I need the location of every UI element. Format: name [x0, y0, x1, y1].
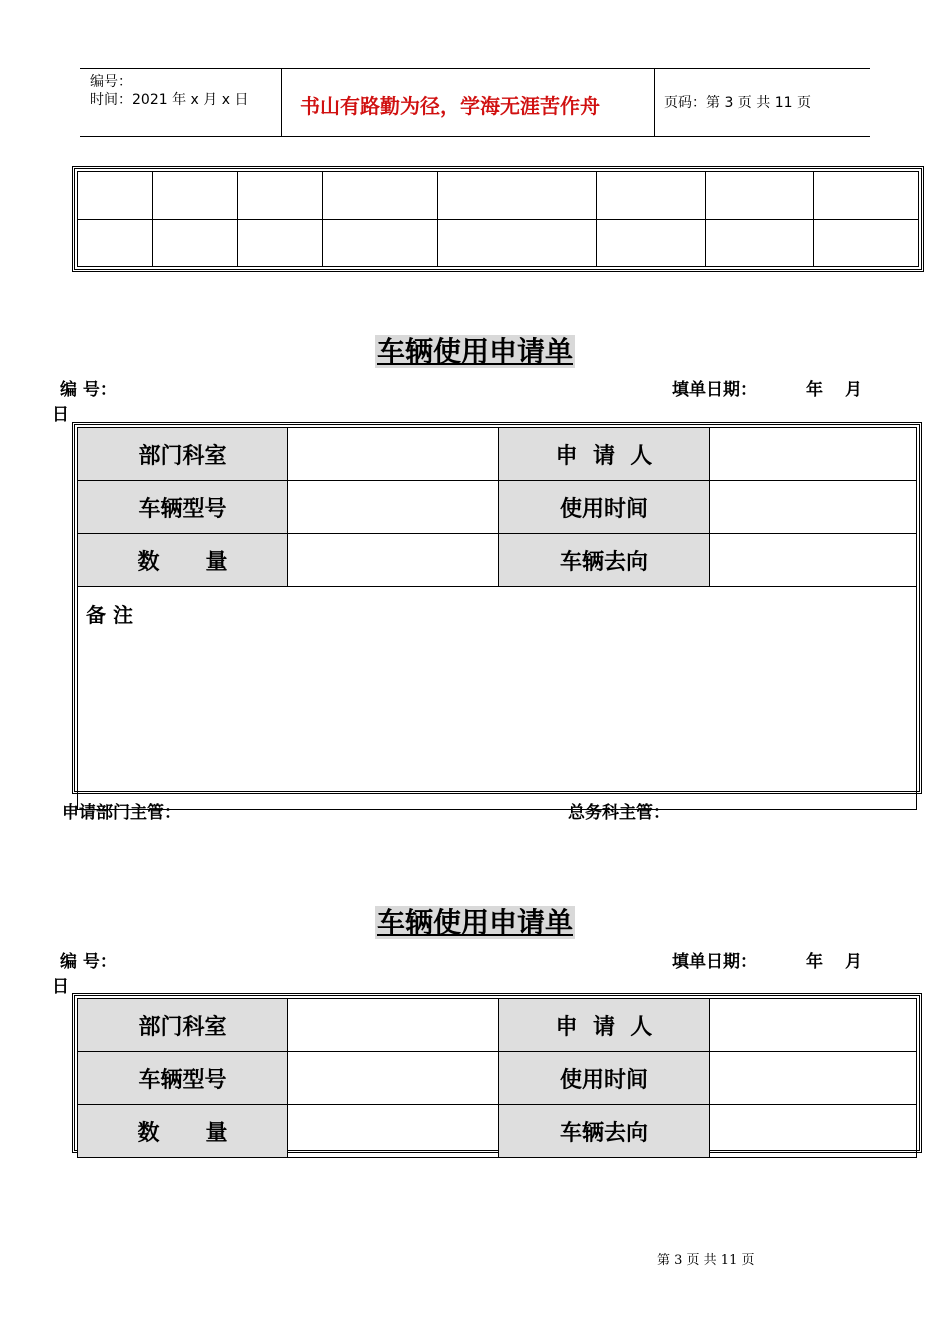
- date-month-label: 月: [845, 380, 862, 400]
- dept-supervisor-label: 申请部门主管：: [62, 803, 181, 823]
- form-title: 车辆使用申请单: [376, 906, 573, 939]
- field-input[interactable]: [710, 428, 917, 481]
- field-label: 车辆型号: [78, 481, 288, 534]
- form-title: 车辆使用申请单: [376, 335, 573, 368]
- header-page-info: 页码：第 3 页 共 11 页: [664, 95, 811, 111]
- field-input[interactable]: [710, 481, 917, 534]
- form-frame: [72, 993, 922, 1153]
- table-cell: [323, 172, 438, 220]
- header-bottom-rule: [80, 136, 870, 137]
- fill-date-label: 填单日期：: [672, 380, 757, 400]
- table-cell: [706, 172, 814, 220]
- continued-table-grid: [77, 171, 919, 267]
- header-motto: 书山有路勤为径，学海无涯苦作舟: [300, 94, 600, 118]
- table-cell: [323, 219, 438, 267]
- field-label: 部门科室: [78, 428, 288, 481]
- form-number-label: 编 号：: [60, 952, 117, 972]
- table-row: [78, 481, 917, 534]
- table-cell: [814, 219, 919, 267]
- table-cell: [438, 172, 597, 220]
- table-row: [78, 1052, 917, 1105]
- date-year-label: 年: [806, 952, 823, 972]
- table-row: [78, 1105, 917, 1158]
- field-label: 数 量: [78, 534, 288, 587]
- table-row: [78, 999, 917, 1052]
- field-label: 部门科室: [78, 999, 288, 1052]
- field-input[interactable]: [710, 1105, 917, 1158]
- field-label: 使用时间: [499, 481, 710, 534]
- field-label: 申 请 人: [499, 428, 710, 481]
- field-label: 车辆去向: [499, 534, 710, 587]
- field-label: 使用时间: [499, 1052, 710, 1105]
- header-number-label: 编号：: [90, 74, 132, 90]
- field-input[interactable]: [710, 999, 917, 1052]
- header-divider: [281, 68, 282, 136]
- field-input[interactable]: [288, 1052, 499, 1105]
- field-input[interactable]: [288, 999, 499, 1052]
- table-row: [78, 534, 917, 587]
- form-number-label: 编 号：: [60, 380, 117, 400]
- field-label: 车辆型号: [78, 1052, 288, 1105]
- field-input[interactable]: [288, 534, 499, 587]
- general-supervisor-label: 总务科主管：: [568, 803, 670, 823]
- field-input[interactable]: [710, 1052, 917, 1105]
- header-divider: [654, 68, 655, 136]
- page-footer: 第 3 页 共 11 页: [657, 1253, 755, 1268]
- field-input[interactable]: [710, 534, 917, 587]
- header-time-label: 时间：2021 年 x 月 x 日: [90, 92, 249, 108]
- table-row: [78, 587, 917, 810]
- table-cell: [78, 219, 153, 267]
- continued-table: [72, 166, 924, 272]
- table-cell: [238, 219, 323, 267]
- field-label: 车辆去向: [499, 1105, 710, 1158]
- table-cell: [238, 172, 323, 220]
- date-year-label: 年: [806, 380, 823, 400]
- field-input[interactable]: [288, 1105, 499, 1158]
- remarks-field[interactable]: [78, 587, 917, 810]
- header-top-rule: [80, 68, 870, 69]
- table-cell: [78, 172, 153, 220]
- table-cell: [597, 219, 706, 267]
- table-cell: [706, 219, 814, 267]
- field-label: 数 量: [78, 1105, 288, 1158]
- field-input[interactable]: [288, 428, 499, 481]
- form-table: [77, 427, 917, 810]
- table-cell: [814, 172, 919, 220]
- table-cell: [438, 219, 597, 267]
- form-frame: [72, 422, 922, 794]
- fill-date-label: 填单日期：: [672, 952, 757, 972]
- table-cell: [153, 172, 238, 220]
- field-input[interactable]: [288, 481, 499, 534]
- form-table: [77, 998, 917, 1158]
- date-month-label: 月: [845, 952, 862, 972]
- table-cell: [597, 172, 706, 220]
- field-label: 申 请 人: [499, 999, 710, 1052]
- remarks-label: 备 注: [86, 603, 133, 627]
- date-day-label: 日: [52, 405, 69, 425]
- table-cell: [153, 219, 238, 267]
- table-row: [78, 428, 917, 481]
- date-day-label: 日: [52, 977, 69, 997]
